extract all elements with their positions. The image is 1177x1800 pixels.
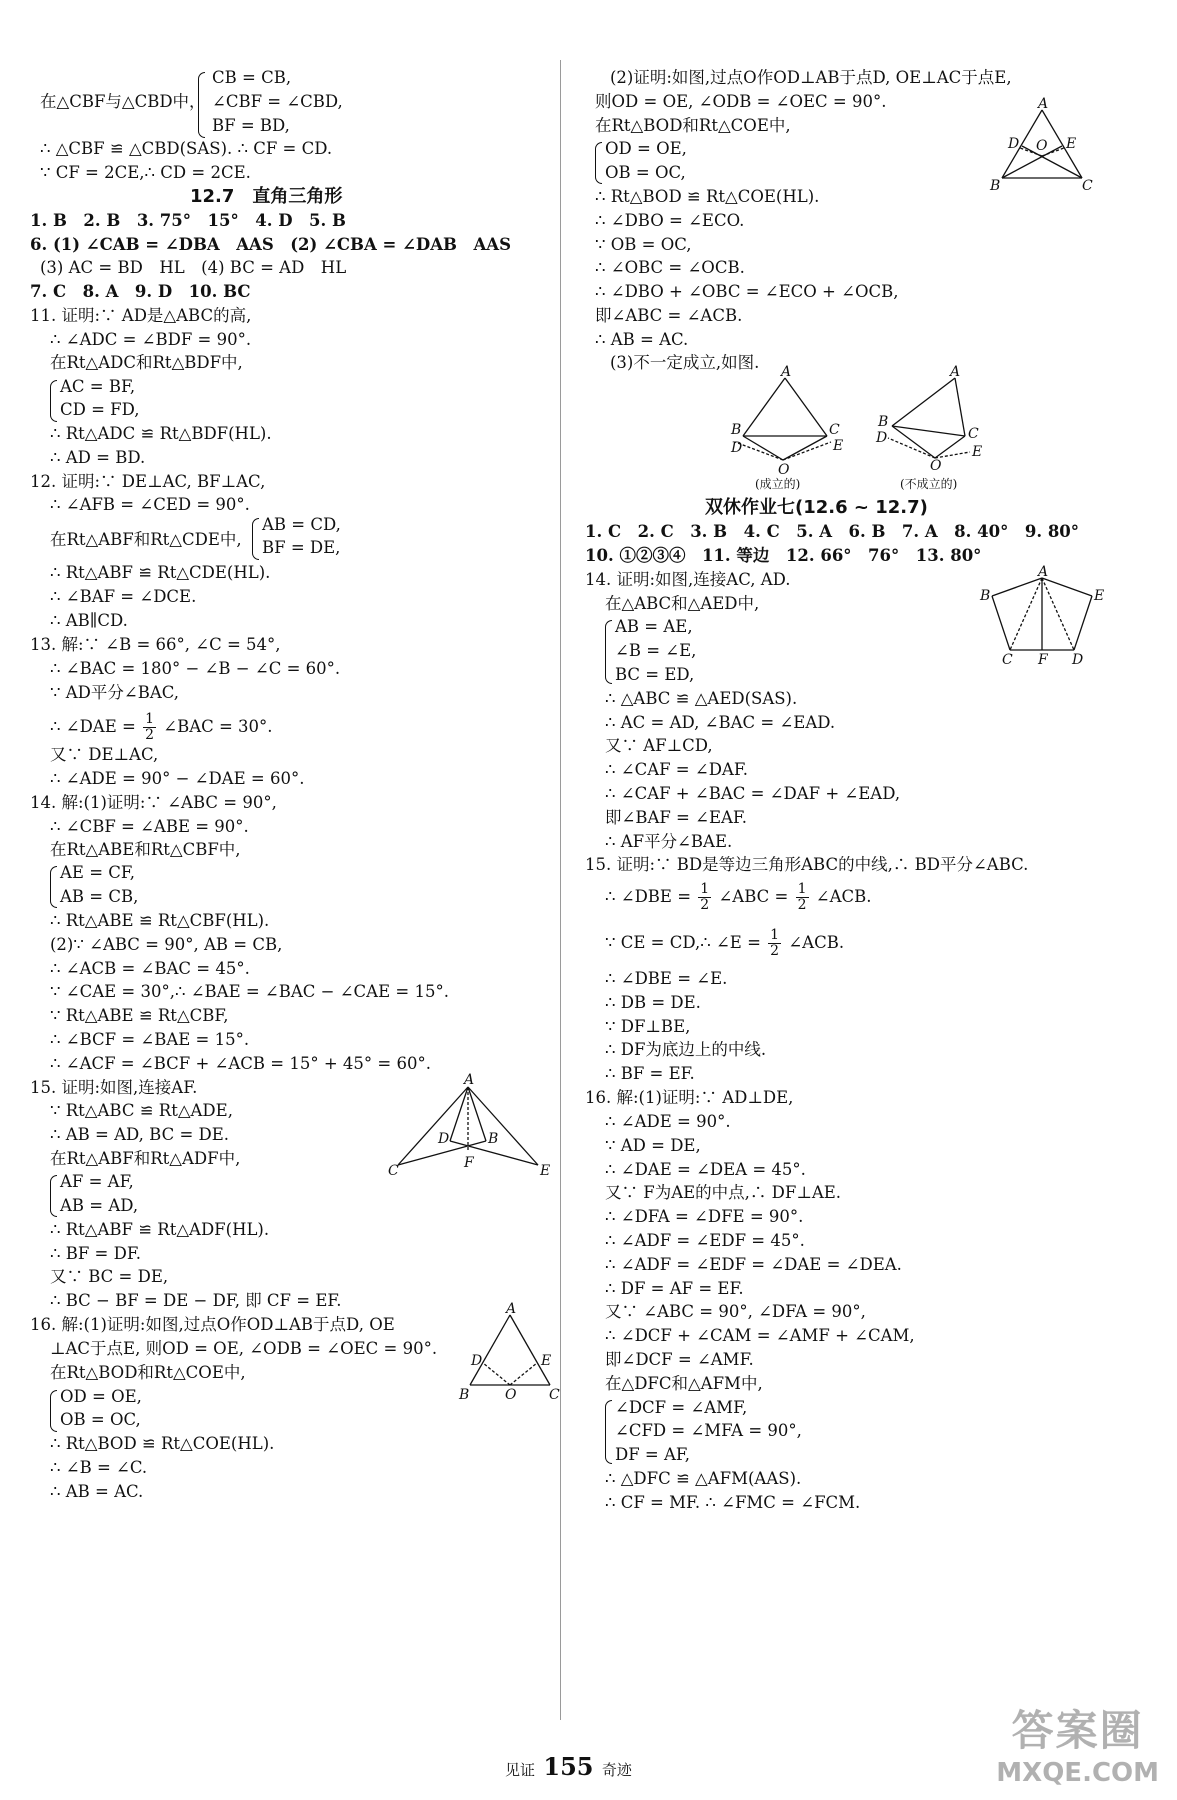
numerator: 1: [770, 927, 780, 943]
line: ∴ △CBF ≌ △CBD(SAS). ∴ CF = CD.: [40, 139, 333, 158]
line: ∵ OB = OC,: [595, 235, 692, 254]
line: ∴ ∠BCF = ∠BAE = 15°.: [50, 1030, 250, 1049]
line: ∴ ∠BAF = ∠DCE.: [50, 587, 197, 606]
text: ∵ CE = CD,∴ ∠E =: [605, 933, 761, 952]
denominator: 2: [145, 727, 154, 743]
line: 13. 解:∵ ∠B = 66°, ∠C = 54°,: [30, 635, 281, 654]
svg-text:A: A: [950, 364, 961, 380]
figure-14-pentagon: [980, 564, 1105, 670]
svg-text:F: F: [464, 1155, 474, 1171]
line: (2)∵ ∠ABC = 90°, AB = CB,: [50, 935, 283, 954]
line: ∴ BC − BF = DE − DF, 即 CF = EF.: [50, 1291, 342, 1310]
svg-text:F: F: [1038, 652, 1048, 668]
watermark-text: 答案圈: [1011, 1706, 1144, 1755]
line: ∴ Rt△ADC ≌ Rt△BDF(HL).: [50, 424, 272, 443]
line: ∴ ∠ADF = ∠EDF = 45°.: [605, 1231, 805, 1250]
line: 在Rt△ADC和Rt△BDF中,: [50, 353, 243, 372]
line: ∴ ∠DBE = ∠E.: [605, 969, 728, 988]
line: ∴ Rt△BOD ≌ Rt△COE(HL).: [595, 187, 820, 206]
line: AB = CD,: [262, 515, 341, 534]
line: ∴ ∠DBO + ∠OBC = ∠ECO + ∠OCB,: [595, 282, 899, 301]
line: ∴ CF = MF. ∴ ∠FMC = ∠FCM.: [605, 1493, 861, 1512]
line: AB = AD,: [60, 1196, 139, 1215]
figure-16-2-triangle: [990, 96, 1095, 195]
line: ∴ Rt△BOD ≌ Rt△COE(HL).: [50, 1434, 275, 1453]
line: ∴ AB = AC.: [595, 330, 689, 349]
section-title: 双休作业七(12.6 ~ 12.7): [705, 497, 928, 518]
svg-text:D: D: [876, 430, 888, 446]
svg-text:A: A: [1038, 96, 1049, 112]
svg-text:B: B: [731, 422, 742, 438]
line: 16. 解:(1)证明:∵ AD⊥DE,: [585, 1088, 794, 1107]
line: ∵ AD = DE,: [605, 1136, 701, 1155]
svg-text:A: A: [506, 1301, 517, 1317]
footer-left-word: 见证: [505, 1761, 536, 1779]
line: ∴ ∠CBF = ∠ABE = 90°.: [50, 817, 249, 836]
line: ∴ Rt△ABF ≌ Rt△CDE(HL).: [50, 563, 271, 582]
line: 则OD = OE, ∠ODB = ∠OEC = 90°.: [595, 92, 887, 111]
svg-text:E: E: [1094, 588, 1105, 604]
line: ∴ ∠CAF + ∠BAC = ∠DAF + ∠EAD,: [605, 784, 901, 803]
line: ∠B = ∠E,: [615, 641, 697, 660]
line: ∴ AB = AC.: [50, 1482, 144, 1501]
line: ∴ ∠BAC = 180° − ∠B − ∠C = 60°.: [50, 659, 341, 678]
svg-text:B: B: [878, 414, 889, 430]
line: 在Rt△ABF和Rt△CDE中,: [50, 530, 242, 549]
line: AF = AF,: [60, 1172, 134, 1191]
line: ∴ ∠ADF = ∠EDF = ∠DAE = ∠DEA.: [605, 1255, 902, 1274]
svg-text:E: E: [540, 1163, 551, 1179]
svg-text:D: D: [1072, 652, 1084, 668]
line: 在Rt△ABF和Rt△ADF中,: [50, 1149, 241, 1168]
line: OD = OE,: [60, 1387, 142, 1406]
line: (3)不一定成立,如图.: [610, 353, 760, 372]
line: 14. 证明:如图,连接AC, AD.: [585, 570, 791, 589]
denominator: 2: [700, 897, 710, 913]
caption-valid: (成立的): [755, 477, 801, 491]
svg-text:B: B: [488, 1131, 499, 1147]
line: (2)证明:如图,过点O作OD⊥AB于点D, OE⊥AC于点E,: [610, 68, 1012, 87]
brace: [605, 620, 612, 684]
svg-text:E: E: [972, 444, 983, 460]
line: ∵ DF⊥BE,: [605, 1017, 691, 1036]
numerator: 1: [797, 881, 807, 897]
line: BF = BD,: [212, 116, 290, 135]
svg-text:O: O: [778, 462, 790, 478]
page-number: 155: [543, 1752, 594, 1781]
line: ∴ BF = EF.: [605, 1064, 695, 1083]
line: ⊥AC于点E, 则OD = OE, ∠ODB = ∠OEC = 90°.: [50, 1339, 438, 1358]
line: ∴ AF平分∠BAE.: [605, 832, 733, 851]
line: 又∵ DE⊥AC,: [50, 745, 159, 764]
brace: [595, 142, 602, 184]
line: 在Rt△BOD和Rt△COE中,: [595, 116, 791, 135]
page-footer: [505, 1752, 632, 1781]
line: 又∵ F为AE的中点,∴ DF⊥AE.: [605, 1183, 842, 1202]
figure-valid-case: [725, 364, 845, 491]
svg-text:E: E: [833, 438, 844, 454]
svg-text:E: E: [541, 1353, 552, 1369]
figure-15-triangles: [388, 1072, 551, 1180]
line: AB = CB,: [60, 887, 139, 906]
line: CD = FD,: [60, 400, 140, 419]
brace: [50, 866, 57, 908]
line: 又∵ BC = DE,: [50, 1267, 169, 1286]
svg-text:D: D: [1008, 136, 1020, 152]
line: ∴ △ABC ≌ △AED(SAS).: [605, 689, 798, 708]
section-title: 12.7 直角三角形: [190, 186, 343, 207]
figure-invalid-case: [870, 364, 990, 491]
line: ∴ ∠DAE = ∠DEA = 45°.: [605, 1160, 806, 1179]
svg-text:C: C: [1082, 178, 1093, 194]
line: ∵ CF = 2CE,∴ CD = 2CE.: [40, 163, 251, 182]
answer-line: (3) AC = BD HL (4) BC = AD HL: [40, 258, 347, 277]
text: ∴ ∠DBE =: [605, 887, 692, 906]
svg-text:B: B: [990, 178, 1001, 194]
line: BC = ED,: [615, 665, 695, 684]
fraction-line: [50, 712, 273, 743]
line: 在△CBF与△CBD中，: [40, 92, 206, 111]
svg-text:B: B: [459, 1387, 470, 1403]
line: ∴ BF = DF.: [50, 1244, 141, 1263]
svg-text:A: A: [464, 1072, 475, 1088]
svg-text:D: D: [471, 1353, 483, 1369]
denominator: 2: [770, 943, 780, 959]
svg-text:A: A: [1038, 564, 1049, 580]
line: ∴ ∠ADC = ∠BDF = 90°.: [50, 330, 252, 349]
fraction: [796, 882, 809, 913]
line: CB = CB,: [212, 68, 292, 87]
text: ∠BAC = 30°.: [163, 717, 273, 736]
line: 12. 证明:∵ DE⊥AC, BF⊥AC,: [30, 472, 266, 491]
line: ∠CBF = ∠CBD,: [212, 92, 343, 111]
line: 即∠DCF = ∠AMF.: [605, 1350, 754, 1369]
line: ∠CFD = ∠MFA = 90°,: [615, 1421, 802, 1440]
svg-text:O: O: [505, 1387, 517, 1403]
line: ∴ ∠DFA = ∠DFE = 90°.: [605, 1207, 804, 1226]
line: ∴ Rt△ABE ≌ Rt△CBF(HL).: [50, 911, 270, 930]
line: 在Rt△ABE和Rt△CBF中,: [50, 840, 241, 859]
brace: [50, 1390, 57, 1432]
line: 即∠ABC = ∠ACB.: [595, 306, 743, 325]
answer-line: 6. (1) ∠CAB = ∠DBA AAS (2) ∠CBA = ∠DAB AAS: [30, 235, 511, 254]
line: ∴ AC = AD, ∠BAC = ∠EAD.: [605, 713, 836, 732]
line: 16. 解:(1)证明:如图,过点O作OD⊥AB于点D, OE: [30, 1315, 395, 1334]
footer-right-word: 奇迹: [601, 1761, 632, 1779]
line: 又∵ AF⊥CD,: [605, 736, 713, 755]
line: ∴ ∠DBO = ∠ECO.: [595, 211, 745, 230]
svg-text:B: B: [980, 588, 991, 604]
line: 在△ABC和△AED中,: [605, 594, 760, 613]
svg-text:O: O: [930, 458, 942, 474]
line: ∴ ∠B = ∠C.: [50, 1458, 148, 1477]
answer-line: 1. C 2. C 3. B 4. C 5. A 6. B 7. A 8. 40° 9. 80°: [585, 522, 1080, 541]
line: ∴ ∠CAF = ∠DAF.: [605, 760, 748, 779]
line: ∵ Rt△ABE ≌ Rt△CBF,: [50, 1006, 229, 1025]
svg-text:O: O: [1036, 138, 1048, 154]
line: ∴ ∠AFB = ∠CED = 90°.: [50, 495, 250, 514]
answer-line: 1. B 2. B 3. 75° 15° 4. D 5. B: [30, 211, 346, 230]
caption-invalid: (不成立的): [900, 477, 958, 491]
numerator: 1: [145, 711, 154, 727]
brace: [50, 380, 57, 422]
denominator: 2: [797, 897, 807, 913]
svg-text:C: C: [968, 426, 979, 442]
svg-text:A: A: [781, 364, 792, 380]
line: ∴ AB∥CD.: [50, 611, 128, 630]
line: ∴ AB = AD, BC = DE.: [50, 1125, 230, 1144]
line: ∴ ∠ADE = 90° − ∠DAE = 60°.: [50, 769, 305, 788]
line: 14. 解:(1)证明:∵ ∠ABC = 90°,: [30, 793, 277, 812]
svg-text:E: E: [1066, 136, 1077, 152]
numerator: 1: [700, 881, 710, 897]
line: ∴ ∠ADE = 90°.: [605, 1112, 731, 1131]
brace: [50, 1175, 57, 1217]
line: ∴ DF = AF = EF.: [605, 1279, 744, 1298]
svg-text:C: C: [1002, 652, 1013, 668]
line: 又∵ ∠ABC = 90°, ∠DFA = 90°,: [605, 1302, 866, 1321]
line: ∴ △DFC ≌ △AFM(AAS).: [605, 1469, 802, 1488]
line: ∴ AD = BD.: [50, 448, 146, 467]
text: ∠ABC =: [718, 887, 789, 906]
line: OD = OE,: [605, 139, 687, 158]
line: ∵ Rt△ABC ≌ Rt△ADE,: [50, 1101, 233, 1120]
line: 在Rt△BOD和Rt△COE中,: [50, 1363, 246, 1382]
line: ∴ ∠DCF + ∠CAM = ∠AMF + ∠CAM,: [605, 1326, 915, 1345]
line: 即∠BAF = ∠EAF.: [605, 808, 748, 827]
fraction-line: [605, 928, 844, 959]
figure-16-triangle: [455, 1301, 565, 1405]
svg-text:C: C: [388, 1163, 399, 1179]
watermark-url: MXQE.COM: [996, 1758, 1159, 1788]
line: OB = OC,: [60, 1410, 141, 1429]
line: 在△DFC和△AFM中,: [605, 1374, 763, 1393]
line: ∴ Rt△ABF ≌ Rt△ADF(HL).: [50, 1220, 270, 1239]
fraction: [143, 712, 156, 743]
text: ∠ACB.: [788, 933, 845, 952]
fraction: [698, 882, 711, 913]
svg-text:C: C: [829, 422, 840, 438]
answer-line: 7. C 8. A 9. D 10. BC: [30, 282, 251, 301]
line: ∠DCF = ∠AMF,: [615, 1398, 748, 1417]
line: 15. 证明:∵ BD是等边三角形ABC的中线,∴ BD平分∠ABC.: [585, 855, 1029, 874]
line: ∴ DB = DE.: [605, 993, 701, 1012]
text: ∴ ∠DAE =: [50, 717, 136, 736]
line: BF = DE,: [262, 538, 341, 557]
line: ∴ ∠ACB = ∠BAC = 45°.: [50, 959, 250, 978]
column-divider: [560, 60, 561, 1720]
svg-text:C: C: [549, 1387, 560, 1403]
line: ∴ ∠ACF = ∠BCF + ∠ACB = 15° + 45° = 60°.: [50, 1054, 431, 1073]
fraction-line: [605, 882, 872, 913]
brace: [605, 1400, 612, 1464]
line: OB = OC,: [605, 163, 686, 182]
line: AB = AE,: [615, 617, 693, 636]
line: AE = CF,: [60, 863, 136, 882]
answer-line: 10. ①②③④ 11. 等边 12. 66° 76° 13. 80°: [585, 546, 982, 565]
line: ∵ ∠CAE = 30°,∴ ∠BAE = ∠BAC − ∠CAE = 15°.: [50, 982, 449, 1001]
watermark: [996, 1698, 1159, 1788]
line: DF = AF,: [615, 1445, 691, 1464]
svg-text:D: D: [438, 1131, 450, 1147]
text: ∠ACB.: [815, 887, 872, 906]
line: 11. 证明:∵ AD是△ABC的高,: [30, 306, 252, 325]
line: AC = BF,: [60, 377, 136, 396]
fraction: [768, 928, 781, 959]
line: ∴ DF为底边上的中线.: [605, 1040, 767, 1059]
svg-text:D: D: [731, 440, 743, 456]
line: 15. 证明:如图,连接AF.: [30, 1078, 198, 1097]
line: ∴ ∠OBC = ∠OCB.: [595, 258, 745, 277]
brace: [252, 518, 259, 560]
line: ∵ AD平分∠BAC,: [50, 683, 180, 702]
